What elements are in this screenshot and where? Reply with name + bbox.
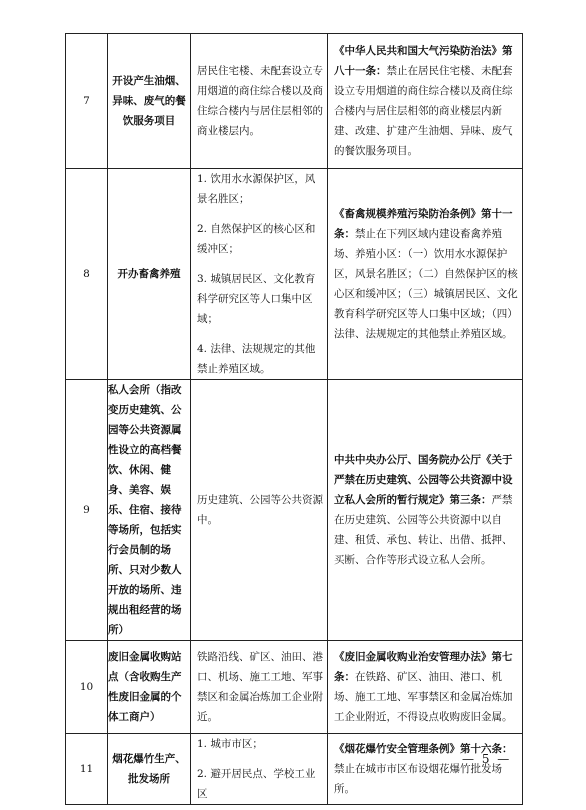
legal-basis <box>328 34 523 169</box>
legal-basis <box>328 734 523 805</box>
page-number: — 5 — <box>462 752 512 766</box>
area-text: 居民住宅楼、未配套设立专用烟道的商住综合楼以及商住综合楼内与居住层相邻的商业楼层内。 <box>197 65 323 137</box>
item-name: 开办畜禽养殖 <box>108 169 191 380</box>
basis-title: 《烟花爆竹安全管理条例》第十六条： <box>334 743 513 755</box>
area-text: 1. 城市市区； <box>197 738 263 750</box>
regulation-table <box>65 33 523 805</box>
basis-title: 中共中央办公厅、国务院办公厅《关于严禁在历史建筑、公园等公共资源中设立私人会所的暂行规定》第三条： <box>334 454 513 506</box>
item-name: 私人会所（指改变历史建筑、公园等公共资源属性设立的高档餐饮、休闲、健身、美容、娱乐、住宿、接待等场所，包括实行会员制的场所、只对少数人开放的场所、违规出租经营的场所） <box>108 380 191 641</box>
basis-title: 《废旧金属收购业治安管理办法》第七条： <box>334 651 513 683</box>
table-row <box>66 34 523 169</box>
legal-basis <box>328 641 523 734</box>
basis-text: 在铁路、矿区、油田、港口、机场、施工工地、军事禁区和金属冶炼加工企业附近，不得设点收购废旧金属。 <box>334 671 513 723</box>
area-text: 1. 饮用水水源保护区，风景名胜区； <box>197 173 316 205</box>
table-row <box>66 380 523 641</box>
area-text: 4. 法律、法规规定的其他禁止养殖区域。 <box>197 343 316 375</box>
basis-text: 禁止在居民住宅楼、未配套设立专用烟道的商住综合楼以及商住综合楼内与居住层相邻的商业楼层内新建、改建、扩建产生油烟、异味、废气的餐饮服务项目。 <box>334 65 513 157</box>
prohibited-area <box>191 380 328 641</box>
area-text: 铁路沿线、矿区、油田、港口、机场、施工工地、军事禁区和金属冶炼加工企业附近。 <box>197 651 323 723</box>
area-text: 2. 避开居民点、学校工业区 <box>197 768 316 800</box>
area-text: 2. 自然保护区的核心区和缓冲区； <box>197 223 316 255</box>
row-number: 8 <box>66 169 108 380</box>
table-row <box>66 169 523 380</box>
row-number: 11 <box>66 734 108 805</box>
row-number: 9 <box>66 380 108 641</box>
prohibited-area <box>191 641 328 734</box>
basis-title: 《畜禽规模养殖污染防治条例》第十一条： <box>334 208 513 240</box>
legal-basis <box>328 169 523 380</box>
row-number: 10 <box>66 641 108 734</box>
prohibited-area <box>191 169 328 380</box>
basis-text: 禁止在下列区域内建设畜禽养殖场、养殖小区：（一）饮用水水源保护区，风景名胜区；（二）自然保护区的核心区和缓冲区；（三）城镇居民区、文化教育科学研究区等人口集中区域；（四）法律、法规规定的其他禁止养殖区域。 <box>334 228 518 340</box>
table-row <box>66 641 523 734</box>
basis-text: 严禁在历史建筑、公园等公共资源中以自建、租赁、承包、转让、出借、抵押、买断、合作等形式设立私人会所。 <box>334 494 513 566</box>
basis-title: 《中华人民共和国大气污染防治法》第八十一条： <box>334 45 513 77</box>
legal-basis <box>328 380 523 641</box>
table-row <box>66 734 523 805</box>
area-text: 3. 城镇居民区、文化教育科学研究区等人口集中区域； <box>197 273 316 325</box>
item-name: 烟花爆竹生产、批发场所 <box>108 734 191 805</box>
area-text: 历史建筑、公园等公共资源中。 <box>197 494 323 526</box>
item-name: 废旧金属收购站点（含收购生产性废旧金属的个体工商户） <box>108 641 191 734</box>
prohibited-area <box>191 34 328 169</box>
row-number: 7 <box>66 34 108 169</box>
basis-text: 禁止在城市市区布设烟花爆竹批发场所。 <box>334 763 502 795</box>
prohibited-area <box>191 734 328 805</box>
item-name: 开设产生油烟、异味、废气的餐饮服务项目 <box>108 34 191 169</box>
